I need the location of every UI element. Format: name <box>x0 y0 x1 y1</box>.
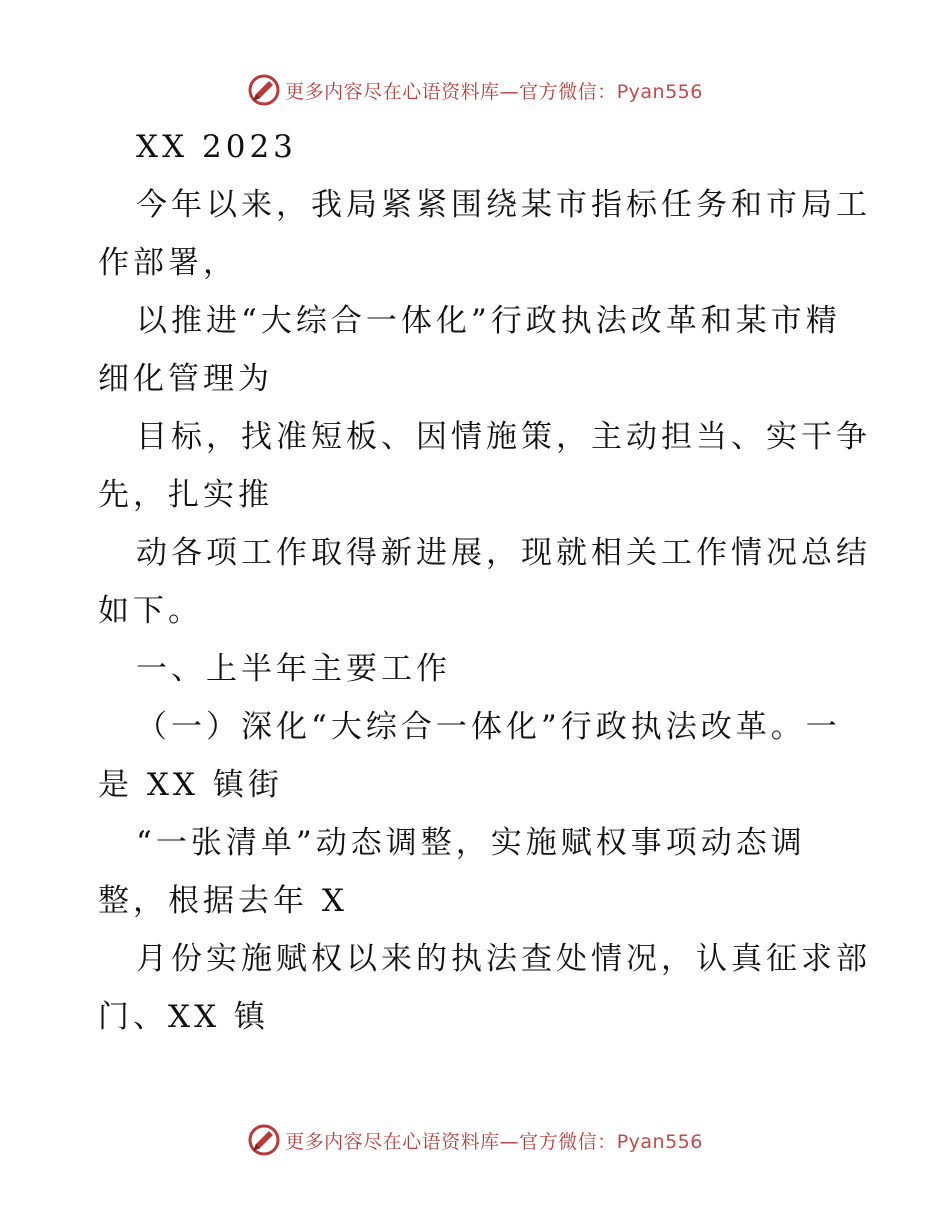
watermark-handle: Pyan556 <box>616 80 703 103</box>
doc-line-9: 如下。 <box>98 593 203 629</box>
doc-line-7: 先，扎实推 <box>98 477 273 513</box>
watermark-separator: — <box>499 1130 520 1153</box>
watermark-text: 更多内容尽在心语资料库 <box>285 1130 500 1153</box>
watermark-text: 更多内容尽在心语资料库 <box>285 80 500 103</box>
section-heading: 一、上半年主要工作 <box>136 651 451 687</box>
doc-line-4: 以推进“大综合一体化”行政执法改革和某市精 <box>136 303 841 339</box>
header-watermark <box>0 70 950 110</box>
doc-line-16: 门、XX 镇 <box>98 999 269 1035</box>
watermark-handle: Pyan556 <box>616 1130 703 1153</box>
doc-line-3: 作部署， <box>98 245 238 281</box>
doc-line-15: 月份实施赋权以来的执法查处情况，认真征求部 <box>136 941 871 977</box>
watermark-separator: — <box>499 80 520 103</box>
doc-line-12: 是 XX 镇街 <box>98 767 283 803</box>
doc-line-5: 细化管理为 <box>98 361 273 397</box>
footer-watermark <box>0 1120 950 1160</box>
doc-line-8: 动各项工作取得新进展，现就相关工作情况总结 <box>136 535 871 571</box>
pen-circle-logo-icon <box>247 73 281 107</box>
watermark-tail: 官方微信： <box>519 80 617 103</box>
doc-line-1: XX 2023 <box>136 129 297 165</box>
doc-line-6: 目标，找准短板、因情施策，主动担当、实干争 <box>136 419 871 455</box>
watermark-tail: 官方微信： <box>519 1130 617 1153</box>
doc-line-14: 整，根据去年 X <box>98 883 348 919</box>
doc-line-13: “一张清单”动态调整，实施赋权事项动态调 <box>136 825 806 861</box>
pen-circle-logo-icon <box>247 1123 281 1157</box>
doc-line-11: （一）深化“大综合一体化”行政执法改革。一 <box>136 709 841 745</box>
doc-line-2: 今年以来，我局紧紧围绕某市指标任务和市局工 <box>136 187 871 223</box>
